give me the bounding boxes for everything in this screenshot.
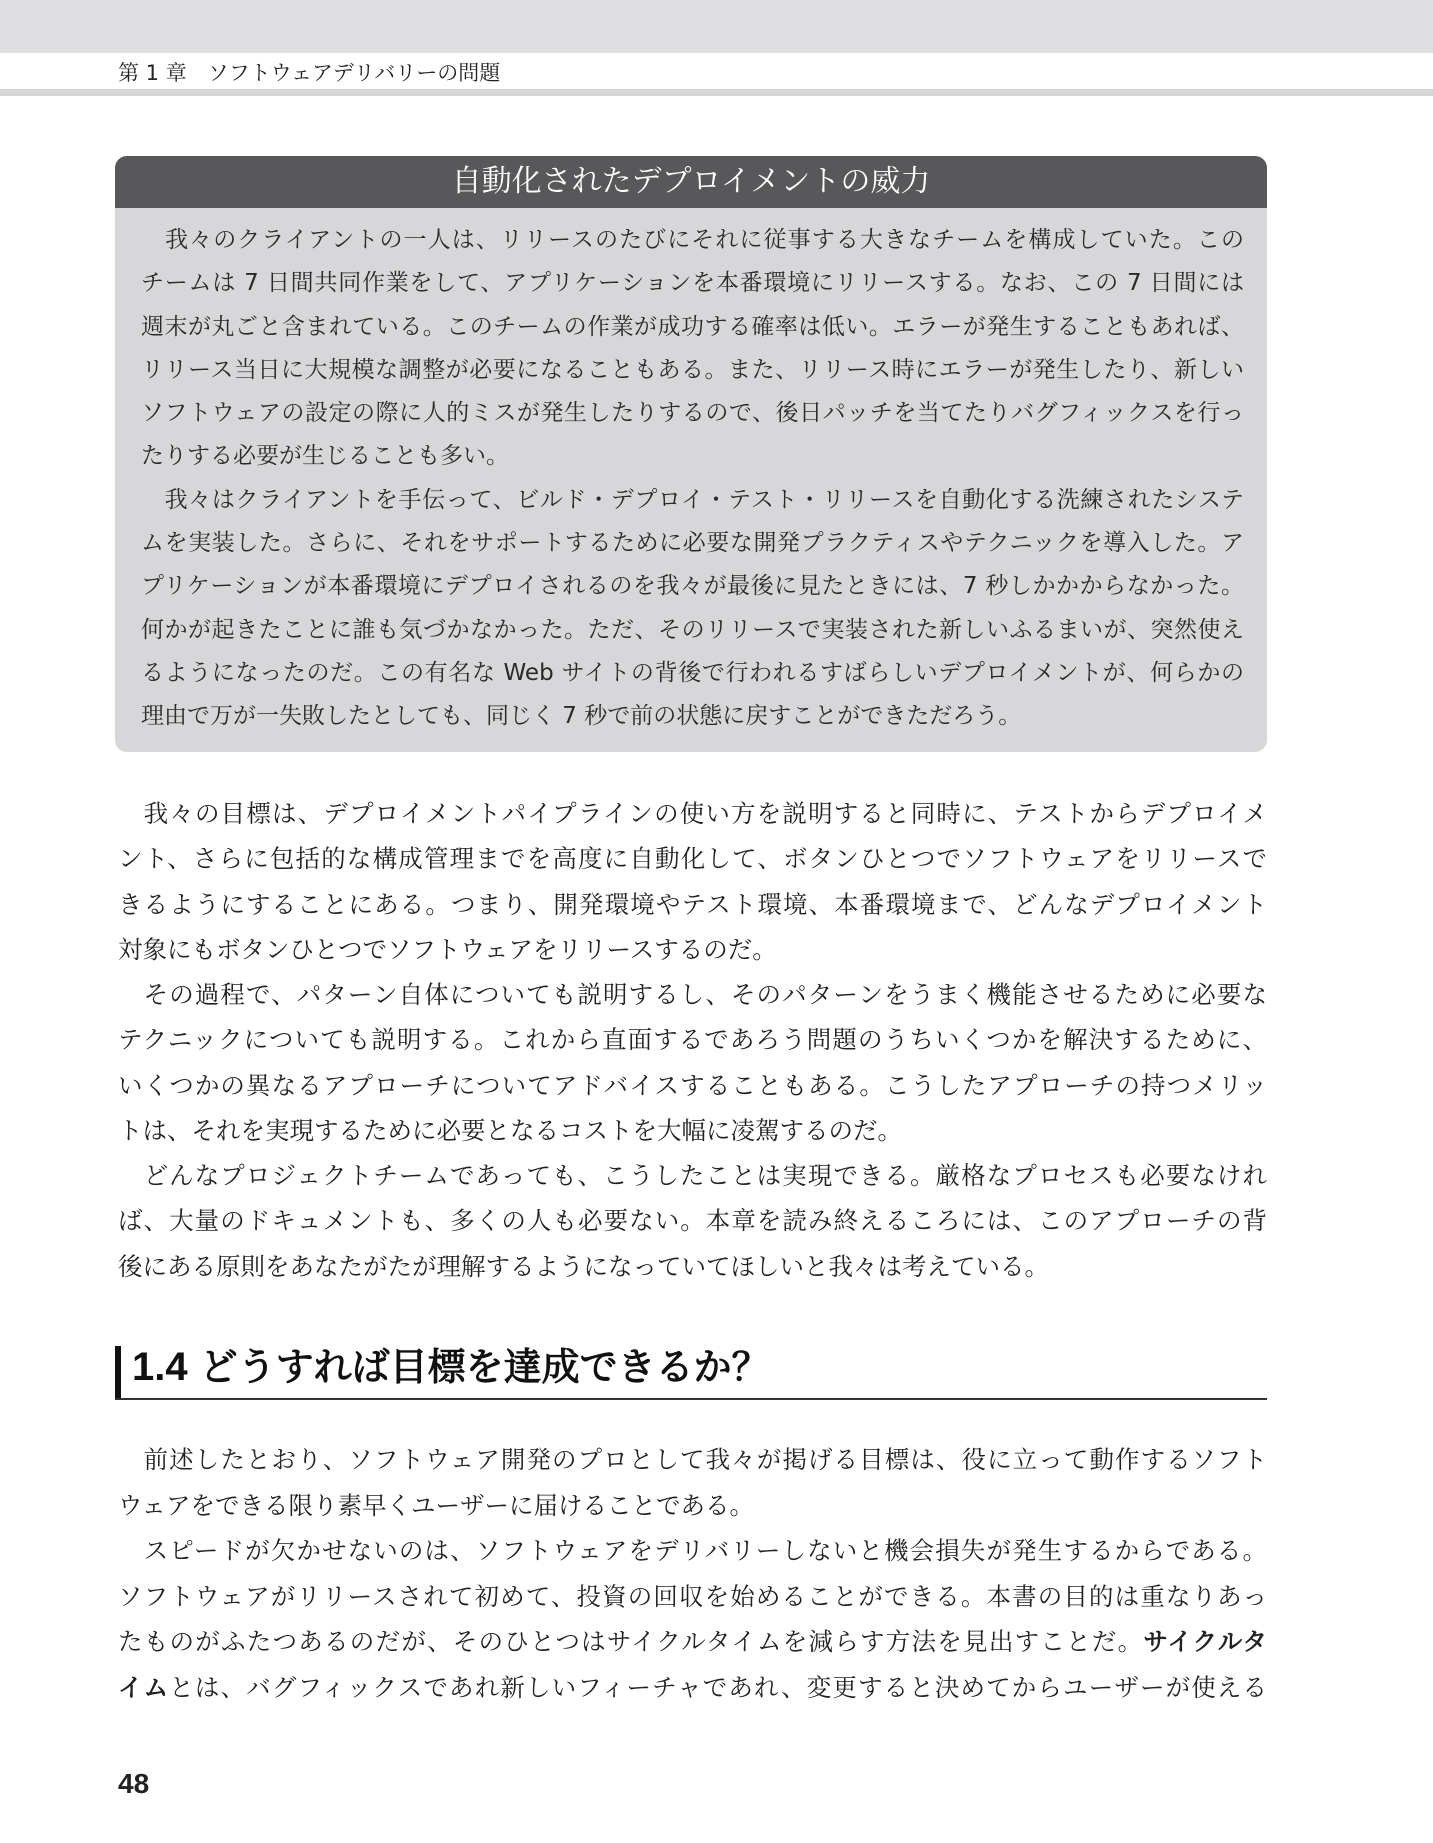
body-line: どんなプロジェクトチームであっても、こうしたことは実現できる。厳格なプロセスも必要なけれ xyxy=(118,1161,1267,1190)
body-line: 後にある原則をあなたがたが理解するようになっていてほしいと我々は考えている。 xyxy=(118,1251,1049,1281)
bold-term: サイクルタ xyxy=(1143,1627,1267,1657)
sidebar-line: 我々のクライアントの一人は、リリースのたびにそれに従事する大きなチームを構成していた。この xyxy=(141,227,1244,253)
sidebar-line: 理由で万が一失敗したとしても、同じく 7 秒で前の状態に戻すことができただろう。 xyxy=(141,703,1022,730)
top-margin-band xyxy=(0,0,1433,53)
bold-term: イム xyxy=(118,1672,170,1702)
section-line-text: 前述したとおり、ソフトウェア開発のプロとして我々が掲げる目標は、役に立って動作するソフト xyxy=(118,1445,1267,1474)
running-header: 第 1 章 ソフトウェアデリバリーの問題 xyxy=(118,61,501,85)
section-line xyxy=(118,1528,1267,1574)
body-text xyxy=(118,791,1267,1289)
section-line-text: とは、バグフィックスであれ新しいフィーチャであれ、変更すると決めてからユーザーが使える xyxy=(169,1672,1267,1702)
section-line-text: スピードが欠かせないのは、ソフトウェアをデリバリーしないと機会損失が発生するからである。 xyxy=(118,1536,1267,1566)
section-line xyxy=(118,1665,1267,1711)
sidebar-box-title: 自動化されたデプロイメントの威力 xyxy=(115,156,1267,208)
section-line-text: ソフトウェアがリリースされて初めて、投資の回収を始めることができる。本書の目的は重なりあっ xyxy=(118,1581,1267,1611)
sidebar-box xyxy=(115,156,1267,752)
sidebar-line: ムを実装した。さらに、それをサポートするために必要な開発プラクティスやテクニックを導入した。ア xyxy=(141,530,1244,557)
body-line: きるようにすることにある。つまり、開発環境やテスト環境、本番環境まで、どんなデプロイメント xyxy=(118,889,1267,919)
body-line: 我々の目標は、デプロイメントパイプラインの使い方を説明すると同時に、テストからデプロイメ xyxy=(118,799,1267,828)
page-number: 48 xyxy=(118,1768,150,1799)
section-line xyxy=(118,1483,1267,1529)
body-line: トは、それを実現するために必要となるコストを大幅に凌駕するのだ。 xyxy=(118,1115,902,1145)
sidebar-line: リリース当日に大規模な調整が必要になることもある。また、リリース時にエラーが発生したり、新しい xyxy=(141,356,1244,383)
sidebar-line: ソフトウェアの設定の際に人的ミスが発生したりするので、後日パッチを当てたりバグフィックスを行っ xyxy=(141,400,1244,427)
sidebar-box-text xyxy=(141,219,1244,739)
sidebar-line: たりする必要が生じることも多い。 xyxy=(141,443,509,470)
header-rule xyxy=(0,89,1433,96)
body-line: その過程で、パターン自体についても説明するし、そのパターンをうまく機能させるために必要な xyxy=(118,980,1267,1009)
body-line: ば、大量のドキュメントも、多くの人も必要ない。本章を読み終えるころには、このアプローチの背 xyxy=(118,1206,1267,1236)
sidebar-line: プリケーションが本番環境にデプロイされるのを我々が最後に見たときには、7 秒しかかからなかった。 xyxy=(141,573,1244,600)
section-line xyxy=(118,1619,1267,1665)
section-title xyxy=(132,1342,770,1392)
section-text xyxy=(118,1437,1267,1711)
section-heading xyxy=(115,1342,1267,1400)
body-line: テクニックについても説明する。これから直面するであろう問題のうちいくつかを解決するために、 xyxy=(118,1025,1267,1055)
sidebar-line: 週末が丸ごと含まれている。このチームの作業が成功する確率は低い。エラーが発生することもあれば、 xyxy=(141,313,1245,340)
body-line: 対象にもボタンひとつでソフトウェアをリリースするのだ。 xyxy=(118,934,777,964)
sidebar-line: チームは 7 日間共同作業をして、アプリケーションを本番環境にリリースする。なお、この 7 日間には xyxy=(141,270,1244,297)
sidebar-line: 我々はクライアントを手伝って、ビルド・デプロイ・テスト・リリースを自動化する洗練されたシステ xyxy=(141,486,1244,513)
section-line-text: ウェアをできる限り素早くユーザーに届けることである。 xyxy=(118,1490,755,1520)
section-line xyxy=(118,1574,1267,1620)
section-line-text: たものがふたつあるのだが、そのひとつはサイクルタイムを減らす方法を見出すことだ。 xyxy=(118,1627,1144,1657)
body-line: ント、さらに包括的な構成管理までを高度に自動化して、ボタンひとつでソフトウェアをリリースで xyxy=(118,844,1267,874)
section-title-text: どうすれば目標を達成できるか？ xyxy=(199,1345,770,1389)
section-heading-rule xyxy=(115,1398,1267,1400)
section-number: 1.4 xyxy=(132,1345,188,1389)
body-line: いくつかの異なるアプローチについてアドバイスすることもある。こうしたアプローチの持つメリッ xyxy=(118,1070,1267,1100)
section-heading-bar xyxy=(115,1346,121,1399)
sidebar-line: るようになったのだ。この有名な Web サイトの背後で行われるすばらしいデプロイメントが、何らかの xyxy=(141,659,1244,686)
section-line xyxy=(118,1437,1267,1483)
sidebar-line: 何かが起きたことに誰も気づかなかった。ただ、そのリリースで実装された新しいふるまいが、突然使え xyxy=(141,616,1244,643)
